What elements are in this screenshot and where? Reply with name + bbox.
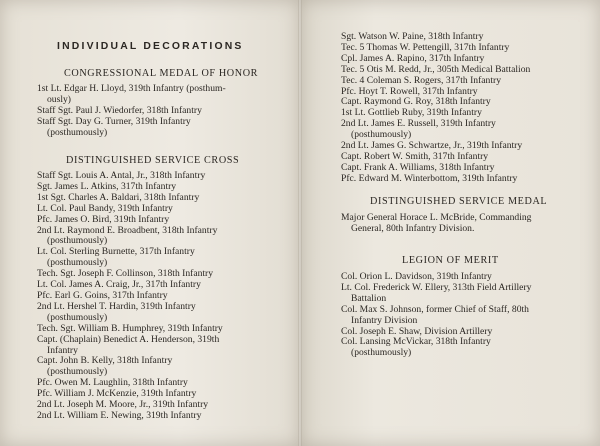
entry-continuation: Infantry Division: [351, 314, 418, 326]
entry-continuation: Infantry: [47, 344, 78, 356]
entry-line: Capt. Raymond G. Roy, 318th Infantry: [341, 96, 491, 108]
page-title: INDIVIDUAL DECORATIONS: [57, 41, 244, 52]
decoration-entry: [37, 324, 223, 335]
medal-of-honor-list: [37, 84, 226, 139]
decoration-entry: [37, 356, 223, 378]
decoration-entry: [341, 283, 531, 305]
decoration-entry: [341, 65, 530, 76]
entry-line: Staff Sgt. Day G. Turner, 319th Infantry: [37, 115, 191, 127]
entry-line: Major General Horace L. McBride, Commanding: [341, 212, 532, 223]
entry-continuation: (posthumously): [47, 126, 108, 138]
entry-continuation: (posthumously): [47, 366, 108, 378]
entry-line: Tech. Sgt. William B. Humphrey, 319th Infantry: [37, 322, 223, 334]
entry-line: 1st Lt. Gottlieb Ruby, 319th Infantry: [341, 107, 482, 119]
entry-line: Col. Joseph E. Shaw, Division Artillery: [341, 325, 493, 337]
decoration-entry: [37, 226, 223, 248]
entry-line: Col. Lansing McVickar, 318th Infantry: [341, 336, 491, 348]
legion-of-merit-list: [341, 272, 531, 359]
entry-line: Staff Sgt. Louis A. Antal, Jr., 318th Infantry: [37, 170, 206, 181]
entry-line: Lt. Col. Paul Bandy, 319th Infantry: [37, 202, 173, 214]
entry-line: Col. Max S. Johnson, former Chief of Staff, 80th: [341, 303, 529, 315]
decoration-entry: [37, 302, 223, 324]
distinguished-service-cross-list-continued: [341, 32, 530, 185]
entry-line: 2nd Lt. Joseph M. Moore, Jr., 319th Infantry: [37, 399, 209, 411]
entry-continuation: (posthumously): [47, 311, 108, 323]
decoration-entry: [37, 411, 223, 422]
entry-line: 2nd Lt. William E. Newing, 319th Infantry: [37, 409, 202, 421]
entry-continuation: (posthumously): [47, 235, 108, 247]
entry-line: Pfc. Owen M. Laughlin, 318th Infantry: [37, 377, 188, 389]
entry-continuation: (posthumously): [351, 347, 412, 359]
entry-line: 1st Sgt. Charles A. Baldari, 318th Infantry: [37, 191, 200, 203]
entry-line: 2nd Lt. Hershel T. Hardin, 319th Infantry: [37, 300, 196, 312]
entry-line: Tec. 5 Thomas W. Pettengill, 317th Infantry: [341, 41, 510, 53]
decoration-entry: [37, 117, 226, 139]
decoration-entry: [341, 119, 530, 141]
entry-line: Capt. (Chaplain) Benedict A. Henderson, 319th: [37, 333, 220, 345]
decoration-entry: [341, 305, 531, 327]
entry-line: Sgt. James L. Atkins, 317th Infantry: [37, 180, 177, 192]
entry-line: Lt. Col. James A. Craig, Jr., 317th Infantry: [37, 279, 201, 291]
entry-line: Staff Sgt. Paul J. Wiedorfer, 318th Infantry: [37, 104, 202, 116]
decoration-entry: [37, 204, 223, 215]
entry-line: Capt. John B. Kelly, 318th Infantry: [37, 355, 173, 367]
entry-line: Col. Orion L. Davidson, 319th Infantry: [341, 271, 492, 282]
entry-line: Capt. Robert W. Smith, 317th Infantry: [341, 150, 489, 162]
decoration-entry: [37, 335, 223, 357]
distinguished-service-cross-list: [37, 171, 223, 422]
section-heading-legion-of-merit: LEGION OF MERIT: [402, 255, 499, 266]
entry-line: Tech. Sgt. Joseph F. Collinson, 318th Infantry: [37, 268, 214, 280]
entry-line: Lt. Col. Frederick W. Ellery, 313th Field Artillery: [341, 281, 532, 293]
entry-line: Tec. 5 Otis M. Redd, Jr., 305th Medical Battalion: [341, 63, 531, 75]
entry-line: 1st Lt. Edgar H. Lloyd, 319th Infantry (posthum-: [37, 83, 226, 94]
entry-continuation: Battalion: [351, 292, 387, 304]
decoration-entry: [37, 215, 223, 226]
distinguished-service-medal-list: [341, 213, 531, 235]
section-heading-distinguished-service-cross: DISTINGUISHED SERVICE CROSS: [66, 155, 240, 166]
entry-line: Pfc. James O. Bird, 319th Infantry: [37, 213, 170, 225]
entry-line: 2nd Lt. James E. Russell, 319th Infantry: [341, 118, 496, 130]
decoration-entry: [341, 337, 531, 359]
entry-line: Pfc. Hoyt T. Rowell, 317th Infantry: [341, 85, 478, 97]
decoration-entry: [341, 76, 530, 87]
section-heading-distinguished-service-medal: DISTINGUISHED SERVICE MEDAL: [370, 196, 548, 207]
entry-line: Tec. 4 Coleman S. Rogers, 317th Infantry: [341, 74, 501, 86]
entry-line: Sgt. Watson W. Paine, 318th Infantry: [341, 31, 484, 42]
entry-line: Capt. Frank A. Williams, 318th Infantry: [341, 161, 495, 173]
decoration-entry: [341, 174, 530, 185]
section-heading-medal-of-honor: CONGRESSIONAL MEDAL OF HONOR: [64, 68, 259, 79]
decoration-entry: [341, 213, 531, 235]
entry-line: 2nd Lt. Raymond E. Broadbent, 318th Infantry: [37, 224, 218, 236]
page-fold: [298, 0, 302, 446]
entry-continuation: (posthumously): [351, 129, 412, 141]
entry-line: Cpl. James A. Rapino, 317th Infantry: [341, 52, 485, 64]
decoration-entry: [37, 84, 226, 106]
entry-line: Pfc. William J. McKenzie, 319th Infantry: [37, 388, 197, 400]
decoration-entry: [37, 247, 223, 269]
entry-line: 2nd Lt. James G. Schwartze, Jr., 319th Infantry: [341, 140, 523, 152]
entry-continuation: (posthumously): [47, 257, 108, 269]
entry-line: Pfc. Edward M. Winterbottom, 319th Infantry: [341, 172, 518, 184]
entry-line: Pfc. Earl G. Goins, 317th Infantry: [37, 289, 168, 301]
entry-continuation: ously): [47, 93, 71, 105]
entry-continuation: General, 80th Infantry Division.: [351, 222, 475, 234]
entry-line: Lt. Col. Sterling Burnette, 317th Infantry: [37, 246, 195, 258]
